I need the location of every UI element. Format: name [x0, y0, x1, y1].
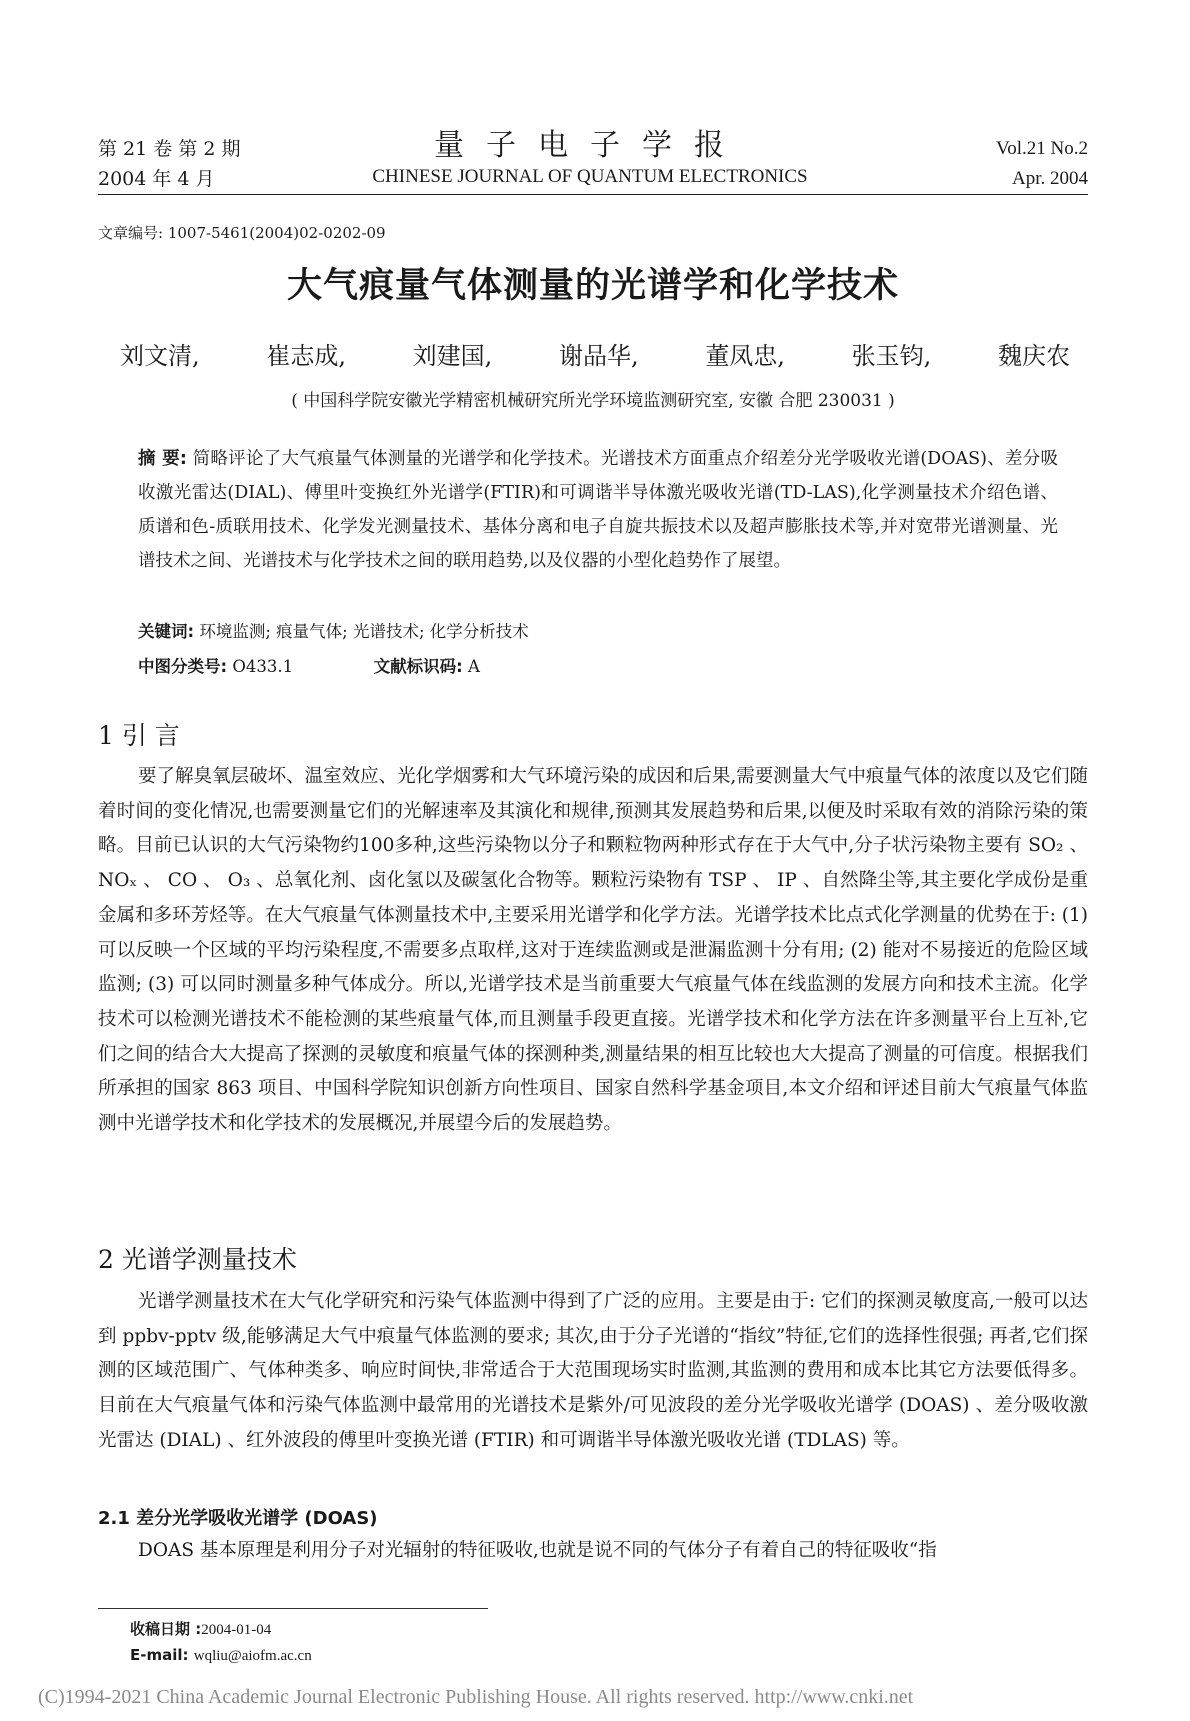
- author-list: [120, 336, 1070, 371]
- doc-code-value: A: [467, 657, 480, 676]
- email-value: wqliu@aiofm.ac.cn: [193, 1648, 312, 1664]
- date-cn: 2004 年 4 月: [98, 168, 215, 190]
- clc-label: 中图分类号:: [138, 657, 228, 676]
- keywords: [138, 618, 1058, 642]
- abstract-text: 简略评论了大气痕量气体测量的光谱学和化学技术。光谱技术方面重点介绍差分光学吸收光谱(DOAS)、差分吸收激光雷达(DIAL)、傅里叶变换红外光谱学(FTIR)和可调谐半导体激光吸收光谱(TD-LAS),化学测量技术介绍色谱、质谱和色-质联用技术、化学发光测量技术、基体分离和电子自旋共振技术以及超声膨胀技术等,并对宽带光谱测量、光谱技术之间、光谱技术与化学技术之间的联用趋势,以及仪器的小型化趋势作了展望。: [138, 449, 1058, 571]
- section-body-introduction: 要了解臭氧层破坏、温室效应、光化学烟雾和大气环境污染的成因和后果,需要测量大气中痕量气体的浓度以及它们随着时间的变化情况,也需要测量它们的光解速率及其演化和规律,预测其发展趋势和后果,以便及时采取有效的消除污染的策略。目前已认识的大气污染物约100多种,这些污染物以分子和颗粒物两种形式存在于大气中,分子状污染物主要有 SO₂ 、 NOₓ 、 CO 、 O₃ 、总氧化剂、卤化氢以及碳氢化合物等。颗粒污染物有 TSP 、 IP 、自然降尘等,其主要化学成份是重金属和多环芳烃等。在大气痕量气体测量技术中,主要采用光谱学和化学方法。光谱学技术比点式化学测量的优势在于: (1) 可以反映一个区域的平均污染程度,不需要多点取样,这对于连续监测或是泄漏监测十分有用; (2) 能对不易接近的危险区域监测; (3) 可以同时测量多种气体成分。所以,光谱学技术是当前重要大气痕量气体在线监测的发展方向和技术主流。化学技术可以检测光谱技术不能检测的某些痕量气体,而且测量手段更直接。光谱学技术和化学方法在许多测量平台上互补,它们之间的结合大大提高了探测的灵敏度和痕量气体的探测种类,测量结果的相互比较也大大提高了测量的可信度。根据我们所承担的国家 863 项目、中国科学院知识创新方向性项目、国家自然科学基金项目,本文介绍和评述目前大气痕量气体监测中光谱学技术和化学技术的发展概况,并展望今后的发展趋势。: [98, 766, 1088, 1135]
- received-label: 收稿日期 :: [130, 1620, 202, 1638]
- footnote-received: [130, 1618, 271, 1639]
- header-rule: [98, 194, 1088, 195]
- footnote-rule: [98, 1608, 488, 1609]
- abstract: [138, 442, 1058, 578]
- date-en: Apr. 2004: [1012, 168, 1088, 189]
- received-date: 2004-01-04: [201, 1622, 272, 1638]
- classification: [138, 653, 1058, 677]
- affiliation: ( 中国科学院安徽光学精密机械研究所光学环境监测研究室, 安徽 合肥 230031 ): [291, 391, 895, 411]
- section-body-spectroscopy: 光谱学测量技术在大气化学研究和污染气体监测中得到了广泛的应用。主要是由于: 它们的探测灵敏度高,一般可以达到 ppbv-pptv 级,能够满足大气中痕量气体监测的要求; 其次,由于分子光谱的“指纹”特征,它们的选择性很强; 再者,它们探测的区域范围广、气体种类多、响应时间快,非常适合于大范围现场实时监测,其监测的费用和成本比其它方法要低得多。目前在大气痕量气体和污染气体监测中最常用的光谱技术是紫外/可见波段的差分光学吸收光谱学 (DOAS) 、差分吸收激光雷达 (DIAL) 、红外波段的傅里叶变换光谱 (FTIR) 和可调谐半导体激光吸收光谱 (TDLAS) 等。: [98, 1291, 1088, 1451]
- volume-issue-en: Vol.21 No.2: [995, 138, 1088, 159]
- author: 董凤忠,: [705, 342, 785, 370]
- article-number: 文章编号: 1007-5461(2004)02-0202-09: [98, 224, 386, 242]
- volume-issue-cn: 第 21 卷 第 2 期: [98, 138, 241, 160]
- journal-name-cn: 量子电子学报: [434, 128, 746, 163]
- copyright-footer: (C)1994-2021 China Academic Journal Electronic Publishing House. All rights reserved. http://www.cnki.net: [38, 1686, 914, 1708]
- paper-title: 大气痕量气体测量的光谱学和化学技术: [286, 266, 899, 306]
- author: 刘建国,: [412, 342, 493, 370]
- abstract-label: 摘 要:: [138, 449, 187, 469]
- keywords-text: 环境监测; 痕量气体; 光谱技术; 化学分析技术: [199, 622, 529, 641]
- footnote-email: [130, 1646, 312, 1665]
- clc-value: O433.1: [232, 657, 294, 676]
- header-right: [996, 134, 1088, 194]
- doc-code-label: 文献标识码:: [373, 657, 463, 676]
- section-heading-introduction: 1 引 言: [98, 721, 180, 750]
- header-left: [98, 134, 240, 194]
- keywords-label: 关键词:: [138, 622, 195, 641]
- section-heading-spectroscopy: 2 光谱学测量技术: [98, 1245, 297, 1274]
- author: 刘文清,: [120, 342, 200, 370]
- author: 谢品华,: [558, 342, 639, 370]
- subsection-heading-doas: 2.1 差分光学吸收光谱学 (DOAS): [98, 1508, 378, 1529]
- subsection-body-doas: DOAS 基本原理是利用分子对光辐射的特征吸收,也就是说不同的气体分子有着自己的特征吸收“指: [138, 1540, 937, 1561]
- author: 张玉钧,: [851, 342, 932, 370]
- journal-name-en: CHINESE JOURNAL OF QUANTUM ELECTRONICS: [372, 166, 808, 187]
- header-center: [290, 128, 890, 190]
- author: 崔志成,: [266, 342, 346, 370]
- author: 魏庆农: [997, 342, 1070, 370]
- email-label: E-mail:: [130, 1646, 189, 1664]
